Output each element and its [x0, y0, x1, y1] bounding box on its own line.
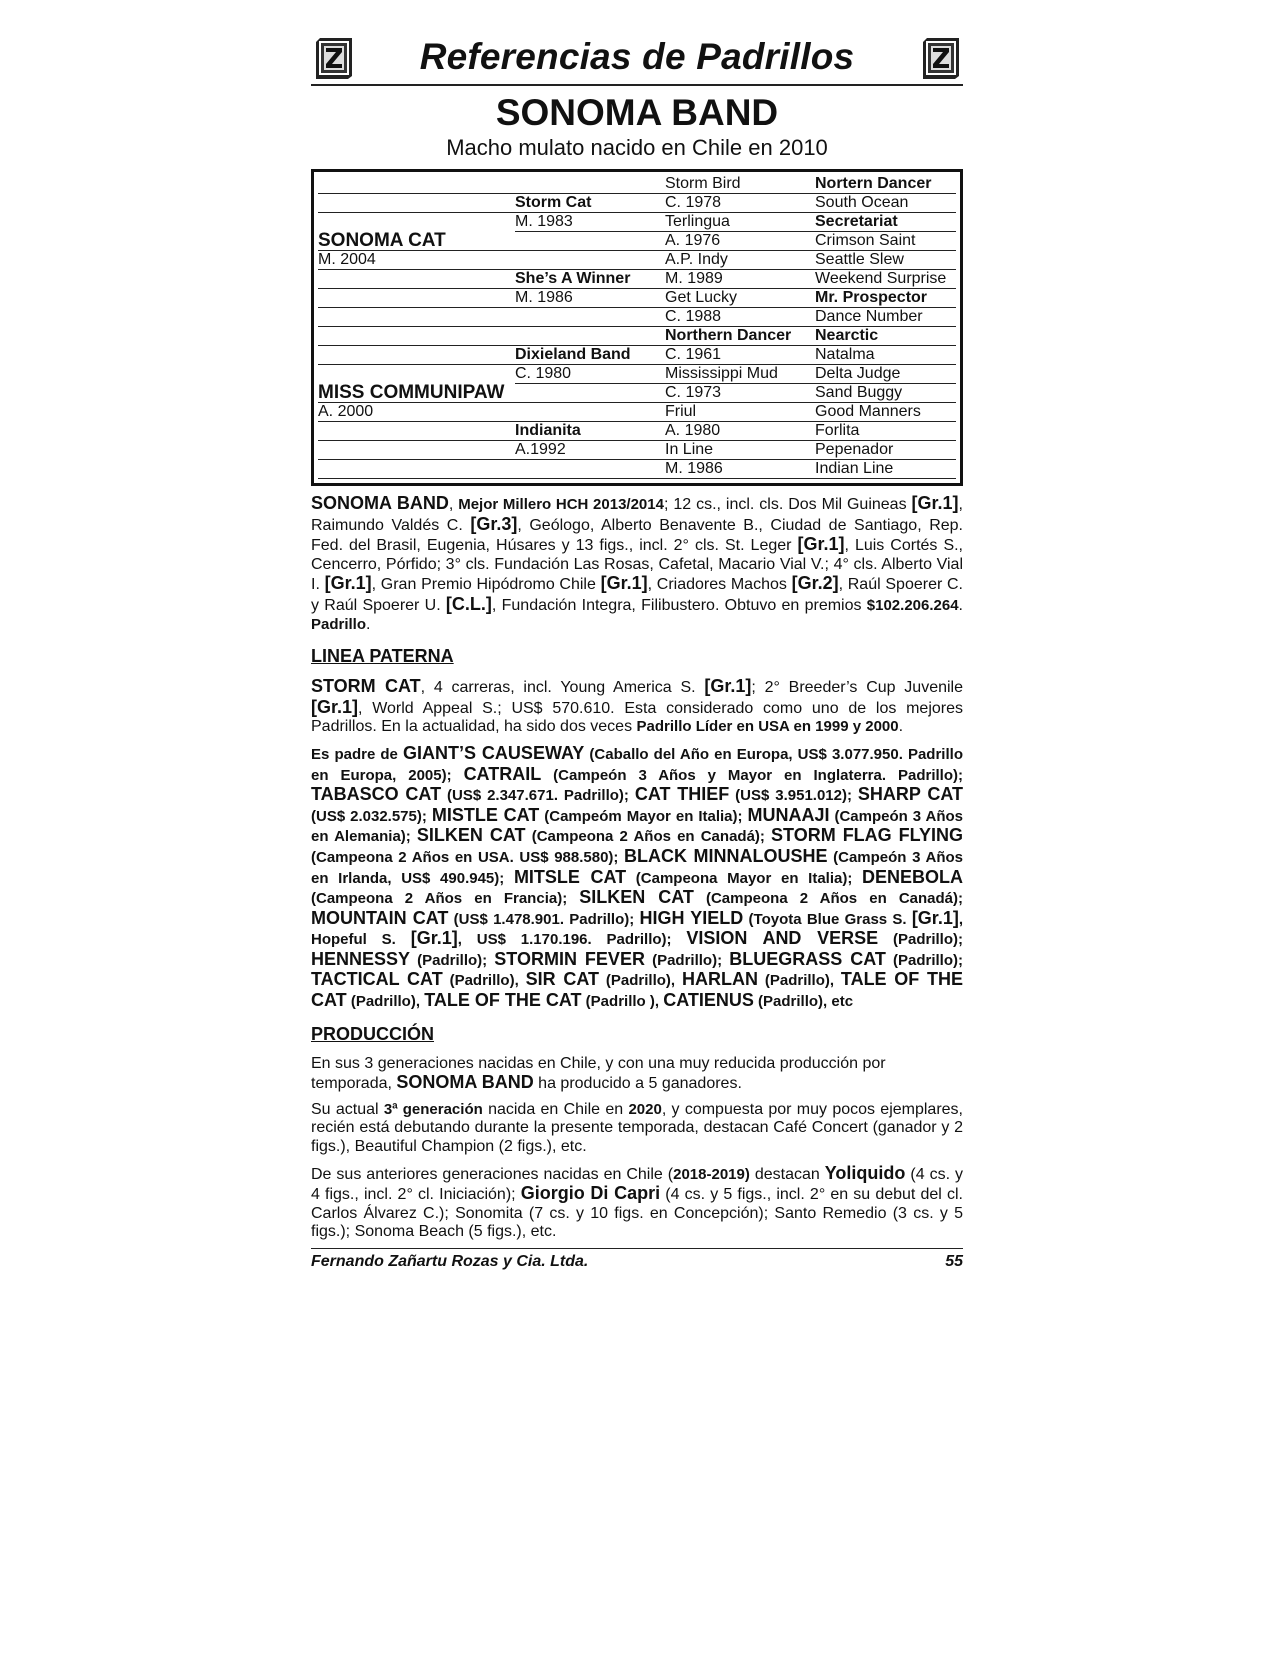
pedigree-cell [318, 270, 515, 289]
pedigree-row [318, 403, 956, 422]
pedigree-cell: SONOMA CAT [318, 232, 515, 251]
pedigree-cell: MISS COMMUNIPAW [318, 384, 515, 403]
pedigree-row [318, 308, 956, 327]
horse-name: SONOMA BAND [495, 92, 779, 133]
pedigree-cell: Indianita [515, 422, 665, 441]
sire-paragraph: STORM CAT, 4 carreras, incl. Young America S. [Gr.1]; 2° Breeder’s Cup Juvenile [Gr.1], World Appeal S.; US$ 570.610. Esta considerado como uno de los mejores Padrillos. En la actualidad, ha sido dos veces Padrillo Líder en USA en 1999 y 2000. [311, 676, 964, 736]
offspring-paragraph: Es padre de GIANT’S CAUSEWAY (Caballo del Año en Europa, US$ 3.077.950. Padrillo en Europa, 2005); CATRAIL (Campeón 3 Años y Mayor en Inglaterra. Padrillo); TABASCO CAT (US$ 2.347.671. Padrillo); CAT THIEF (US$ 3.951.012); SHARP CAT (US$ 2.032.575); MISTLE CAT (Campeóm Mayor en Italia); MUNAAJI (Campeón 3 Años en Alemania); SILKEN CAT (Campeona 2 Años en Canadá); STORM FLAG FLYING (Campeona 2 Años en USA. US$ 988.580); BLACK MINNALOUSHE (Campeón 3 Años en Irlanda, US$ 490.945); MITSLE CAT (Campeona Mayor en Italia); DENEBOLA (Campeona 2 Años en Francia); SILKEN CAT (Campeona 2 Años en Canadá); MOUNTAIN CAT (US$ 1.478.901. Padrillo); HIGH YIELD (Toyota Blue Grass S. [Gr.1], Hopeful S. [Gr.1], US$ 1.170.196. Padrillo); VISION AND VERSE (Padrillo); HENNESSY (Padrillo); STORMIN FEVER (Padrillo); BLUEGRASS CAT (Padrillo); TACTICAL CAT (Padrillo), SIR CAT (Padrillo), HARLAN (Padrillo), TALE OF THE CAT (Padrillo), TALE OF THE CAT (Padrillo ), CATIENUS (Padrillo), etc [311, 742, 964, 1011]
page [311, 34, 963, 1242]
pedigree-cell: Crimson Saint [815, 232, 956, 251]
pedigree-cell: Northern Dancer [665, 327, 815, 346]
pedigree-cell: A. 2000 [318, 403, 515, 422]
pedigree-cell: Friul [665, 403, 815, 422]
pedigree-cell [318, 308, 515, 327]
pedigree-cell [515, 460, 665, 479]
pedigree-cell: M. 1989 [665, 270, 815, 289]
header-title: Referencias de Padrillos [419, 36, 855, 77]
pedigree-cell: Secretariat [815, 213, 956, 232]
pedigree-cell [515, 403, 665, 422]
page-number: 55 [945, 1253, 963, 1270]
production-paragraph-2: Su actual 3ª generación nacida en Chile en 2020, y compuesta por muy pocos ejemplares, recién está debutando durante la presente temporada, destacan Café Concert (ganador y 2 figs.), Beautiful Champion (2 figs.), etc. [311, 1100, 964, 1156]
pedigree-cell [318, 175, 515, 194]
pedigree-cell [318, 346, 515, 365]
pedigree-cell [318, 422, 515, 441]
pedigree-cell: Sand Buggy [815, 384, 956, 403]
pedigree-cell [318, 460, 515, 479]
pedigree-cell: C. 1978 [665, 194, 815, 213]
section-heading-linea-paterna: LINEA PATERNA [311, 646, 454, 667]
page-header [311, 34, 963, 86]
page-footer [311, 1248, 963, 1271]
pedigree-cell: M. 2004 [318, 251, 515, 270]
pedigree-cell: Get Lucky [665, 289, 815, 308]
pedigree-cell: Storm Bird [665, 175, 815, 194]
pedigree-row [318, 251, 956, 270]
pedigree-row [318, 346, 956, 365]
pedigree-cell: Nortern Dancer [815, 175, 956, 194]
pedigree-cell [515, 327, 665, 346]
pedigree-cell [318, 194, 515, 213]
pedigree-row [318, 327, 956, 346]
pedigree-row [318, 232, 956, 251]
pedigree-cell: Terlingua [665, 213, 815, 232]
pedigree-row [318, 422, 956, 441]
pedigree-cell: Natalma [815, 346, 956, 365]
pedigree-row [318, 460, 956, 479]
pedigree-cell: Good Manners [815, 403, 956, 422]
pedigree-cell [318, 327, 515, 346]
pedigree-cell: M. 1986 [515, 289, 665, 308]
pedigree-cell: In Line [665, 441, 815, 460]
pedigree-cell: South Ocean [815, 194, 956, 213]
pedigree-cell [318, 289, 515, 308]
pedigree-cell [515, 308, 665, 327]
pedigree-row [318, 441, 956, 460]
production-paragraph-3: De sus anteriores generaciones nacidas en Chile (2018-2019) destacan Yoliquido (4 cs. y 4 figs., incl. 2° cl. Iniciación); Giorgio Di Capri (4 cs. y 5 figs., incl. 2° en su debut del cl. Carlos Álvarez C.); Sonomita (7 cs. y 10 figs. en Concepción); Santo Remedio (3 cs. y 5 figs.); Sonoma Beach (5 figs.), etc. [311, 1162, 964, 1241]
pedigree-row [318, 384, 956, 403]
pedigree-cell [515, 251, 665, 270]
pedigree-cell: C. 1973 [665, 384, 815, 403]
pedigree-cell: C. 1988 [665, 308, 815, 327]
pedigree-cell: Forlita [815, 422, 956, 441]
pedigree-cell: C. 1980 [515, 365, 665, 384]
pedigree-cell [515, 232, 665, 251]
pedigree-cell: Mississippi Mud [665, 365, 815, 384]
pedigree-cell: M. 1986 [665, 460, 815, 479]
pedigree-cell: Dixieland Band [515, 346, 665, 365]
pedigree-cell: C. 1961 [665, 346, 815, 365]
pedigree-row [318, 175, 956, 194]
pedigree-row [318, 289, 956, 308]
pedigree-table [311, 169, 963, 486]
pedigree-cell: Pepenador [815, 441, 956, 460]
pedigree-cell: A. 1976 [665, 232, 815, 251]
horse-subtitle: Macho mulato nacido en Chile en 2010 [446, 135, 828, 160]
pedigree-cell: M. 1983 [515, 213, 665, 232]
pedigree-cell [515, 384, 665, 403]
pedigree-cell: Mr. Prospector [815, 289, 956, 308]
race-record-paragraph: SONOMA BAND, Mejor Millero HCH 2013/2014; 12 cs., incl. cls. Dos Mil Guineas [Gr.1], Raimundo Valdés C. [Gr.3], Geólogo, Alberto Benavente B., Ciudad de Santiago, Rep. Fed. del Brasil, Eugenia, Húsares y 13 figs., incl. 2° cls. St. Leger [Gr.1], Luis Cortés S., Cencerro, Pórfido; 3° cls. Fundación Las Rosas, Cafetal, Macario Vial V.; 4° cls. Alberto Vial I. [Gr.1], Gran Premio Hipódromo Chile [Gr.1], Criadores Machos [Gr.2], Raúl Spoerer C. y Raúl Spoerer U. [C.L.], Fundación Integra, Filibustero. Obtuvo en premios $102.206.264. Padrillo. [311, 493, 964, 633]
pedigree-cell: Storm Cat [515, 194, 665, 213]
zr-logo-icon [919, 34, 963, 80]
pedigree-cell: A.1992 [515, 441, 665, 460]
pedigree-cell: Indian Line [815, 460, 956, 479]
production-paragraph-1: En sus 3 generaciones nacidas en Chile, y con una muy reducida producción por temporada, SONOMA BAND ha producido a 5 ganadores. [311, 1054, 886, 1093]
footer-company: Fernando Zañartu Rozas y Cia. Ltda. [311, 1253, 589, 1270]
pedigree-cell: Delta Judge [815, 365, 956, 384]
pedigree-row [318, 194, 956, 213]
pedigree-cell: Dance Number [815, 308, 956, 327]
pedigree-cell: Nearctic [815, 327, 956, 346]
pedigree-cell: A.P. Indy [665, 251, 815, 270]
pedigree-cell [515, 175, 665, 194]
pedigree-cell: Seattle Slew [815, 251, 956, 270]
pedigree-cell: She’s A Winner [515, 270, 665, 289]
section-heading-produccion: PRODUCCIÓN [311, 1023, 435, 1044]
pedigree-cell: A. 1980 [665, 422, 815, 441]
pedigree-row [318, 270, 956, 289]
pedigree-cell [318, 441, 515, 460]
pedigree-cell: Weekend Surprise [815, 270, 956, 289]
